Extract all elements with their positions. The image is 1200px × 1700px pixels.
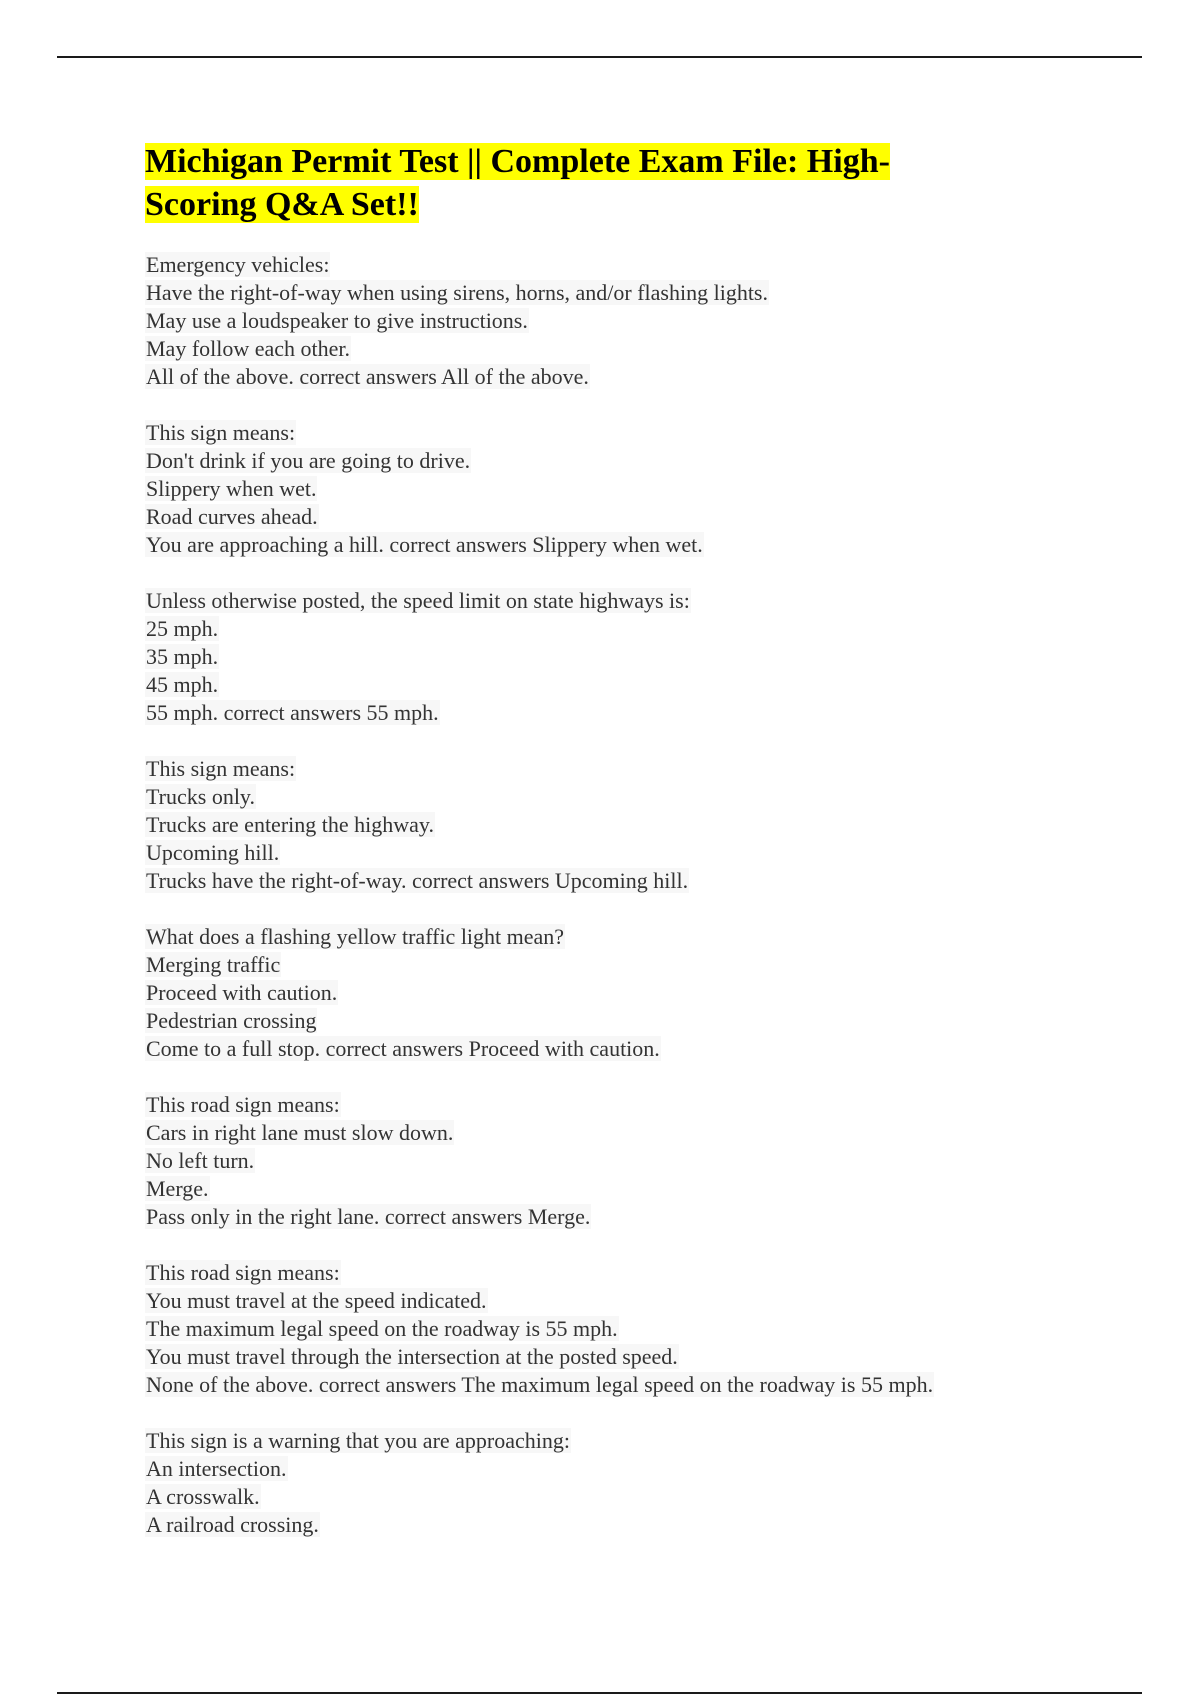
answer-option-text: Cars in right lane must slow down. xyxy=(146,1120,454,1145)
answer-option-text: Trucks only. xyxy=(146,784,256,809)
document-title-text: Michigan Permit Test || Complete Exam File: High-Scoring Q&A Set!! xyxy=(145,143,890,223)
question-text-content: Unless otherwise posted, the speed limit on state highways is: xyxy=(146,588,690,613)
answer-option-text: 25 mph. xyxy=(146,616,219,641)
question-block xyxy=(145,419,1105,559)
answer-option-text: Come to a full stop. correct answers Proceed with caution. xyxy=(146,1036,660,1061)
answer-option xyxy=(145,1343,1105,1371)
answer-option xyxy=(145,867,1105,895)
question-block xyxy=(145,1259,1105,1399)
answer-option-text: May follow each other. xyxy=(146,336,351,361)
answer-option-text: All of the above. correct answers All of the above. xyxy=(146,364,589,389)
question-block xyxy=(145,1427,1105,1539)
answer-option xyxy=(145,1203,1105,1231)
question-text xyxy=(145,419,1105,447)
answer-option-text: May use a loudspeaker to give instructions. xyxy=(146,308,528,333)
answer-option xyxy=(145,1511,1105,1539)
document-content xyxy=(145,140,1105,1567)
answer-option xyxy=(145,783,1105,811)
document-title xyxy=(145,140,945,226)
question-text-content: This road sign means: xyxy=(146,1092,340,1117)
answer-option xyxy=(145,1147,1105,1175)
question-block xyxy=(145,587,1105,727)
answer-option-text: Merge. xyxy=(146,1176,209,1201)
question-text xyxy=(145,1091,1105,1119)
question-text-content: This sign means: xyxy=(146,756,296,781)
question-block xyxy=(145,923,1105,1063)
answer-option xyxy=(145,951,1105,979)
answer-option-text: Trucks have the right-of-way. correct answers Upcoming hill. xyxy=(146,868,689,893)
answer-option xyxy=(145,1287,1105,1315)
answer-option xyxy=(145,335,1105,363)
question-block xyxy=(145,755,1105,895)
bottom-rule xyxy=(57,1692,1142,1694)
answer-option xyxy=(145,475,1105,503)
answer-option xyxy=(145,1315,1105,1343)
answer-option xyxy=(145,307,1105,335)
answer-option-text: You are approaching a hill. correct answers Slippery when wet. xyxy=(146,532,703,557)
answer-option xyxy=(145,671,1105,699)
answer-option xyxy=(145,615,1105,643)
answer-option-text: An intersection. xyxy=(146,1456,287,1481)
question-text-content: What does a flashing yellow traffic light mean? xyxy=(146,924,565,949)
question-text-content: This sign means: xyxy=(146,420,296,445)
answer-option-text: Don't drink if you are going to drive. xyxy=(146,448,471,473)
answer-option xyxy=(145,447,1105,475)
answer-option-text: Trucks are entering the highway. xyxy=(146,812,434,837)
answer-option-text: 35 mph. xyxy=(146,644,219,669)
question-text-content: Emergency vehicles: xyxy=(146,252,330,277)
answer-option xyxy=(145,979,1105,1007)
question-text-content: This road sign means: xyxy=(146,1260,340,1285)
question-block xyxy=(145,251,1105,391)
answer-option-text: A railroad crossing. xyxy=(146,1512,319,1537)
answer-option xyxy=(145,1007,1105,1035)
answer-option xyxy=(145,643,1105,671)
answer-option xyxy=(145,1175,1105,1203)
question-list xyxy=(145,251,1105,1539)
question-text xyxy=(145,923,1105,951)
top-rule xyxy=(57,56,1142,58)
answer-option xyxy=(145,1371,1105,1399)
answer-option-text: No left turn. xyxy=(146,1148,255,1173)
answer-option-text: Have the right-of-way when using sirens, horns, and/or flashing lights. xyxy=(146,280,768,305)
question-text xyxy=(145,251,1105,279)
answer-option-text: You must travel at the speed indicated. xyxy=(146,1288,487,1313)
question-block xyxy=(145,1091,1105,1231)
question-text xyxy=(145,1427,1105,1455)
answer-option-text: You must travel through the intersection at the posted speed. xyxy=(146,1344,678,1369)
answer-option xyxy=(145,839,1105,867)
answer-option-text: 45 mph. xyxy=(146,672,219,697)
answer-option-text: The maximum legal speed on the roadway is 55 mph. xyxy=(146,1316,618,1341)
answer-option-text: 55 mph. correct answers 55 mph. xyxy=(146,700,439,725)
answer-option xyxy=(145,811,1105,839)
answer-option-text: None of the above. correct answers The maximum legal speed on the roadway is 55 mph. xyxy=(146,1372,934,1397)
answer-option-text: Slippery when wet. xyxy=(146,476,317,501)
answer-option xyxy=(145,1455,1105,1483)
answer-option xyxy=(145,1035,1105,1063)
answer-option-text: Merging traffic xyxy=(146,952,281,977)
answer-option-text: Road curves ahead. xyxy=(146,504,318,529)
answer-option xyxy=(145,531,1105,559)
question-text xyxy=(145,587,1105,615)
answer-option-text: Pedestrian crossing xyxy=(146,1008,317,1033)
question-text xyxy=(145,755,1105,783)
answer-option xyxy=(145,699,1105,727)
question-text xyxy=(145,1259,1105,1287)
answer-option xyxy=(145,1119,1105,1147)
answer-option-text: A crosswalk. xyxy=(146,1484,260,1509)
answer-option-text: Pass only in the right lane. correct answers Merge. xyxy=(146,1204,591,1229)
answer-option xyxy=(145,503,1105,531)
answer-option-text: Proceed with caution. xyxy=(146,980,338,1005)
answer-option xyxy=(145,363,1105,391)
answer-option xyxy=(145,279,1105,307)
answer-option xyxy=(145,1483,1105,1511)
answer-option-text: Upcoming hill. xyxy=(146,840,280,865)
question-text-content: This sign is a warning that you are approaching: xyxy=(146,1428,571,1453)
